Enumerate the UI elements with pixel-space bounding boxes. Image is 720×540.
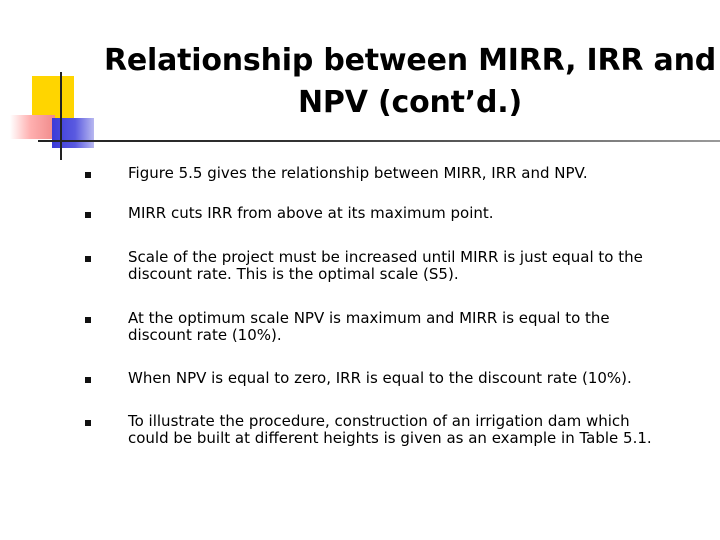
slide-title-line-2: NPV (cont’d.) <box>298 85 522 120</box>
slide-title <box>100 40 720 124</box>
decor-horizontal-rule <box>38 140 720 142</box>
bullet-text: Scale of the project must be increased until MIRR is just equal to the discount rate. This is the optimal scale (S5). <box>128 248 643 283</box>
slide-title-line-1: Relationship between MIRR, IRR and <box>103 43 717 78</box>
decor-vertical-line <box>60 72 62 160</box>
square-bullet-icon <box>85 420 91 426</box>
square-bullet-icon <box>85 256 91 262</box>
bullet-text: MIRR cuts IRR from above at its maximum point. <box>128 204 494 222</box>
square-bullet-icon <box>85 377 91 383</box>
decor-red-square <box>10 115 55 139</box>
square-bullet-icon <box>85 317 91 323</box>
bullet-text: When NPV is equal to zero, IRR is equal to the discount rate (10%). <box>128 369 632 387</box>
bullet-text: To illustrate the procedure, construction of an irrigation dam which could be built at different heights is given as an example in Table 5.1. <box>128 412 652 447</box>
bullet-text: At the optimum scale NPV is maximum and MIRR is equal to the discount rate (10%). <box>128 309 610 344</box>
bullet-text: Figure 5.5 gives the relationship between MIRR, IRR and NPV. <box>128 164 588 182</box>
square-bullet-icon <box>85 212 91 218</box>
square-bullet-icon <box>85 172 91 178</box>
decor-yellow-square <box>32 76 74 118</box>
decor-blue-square <box>52 118 94 148</box>
